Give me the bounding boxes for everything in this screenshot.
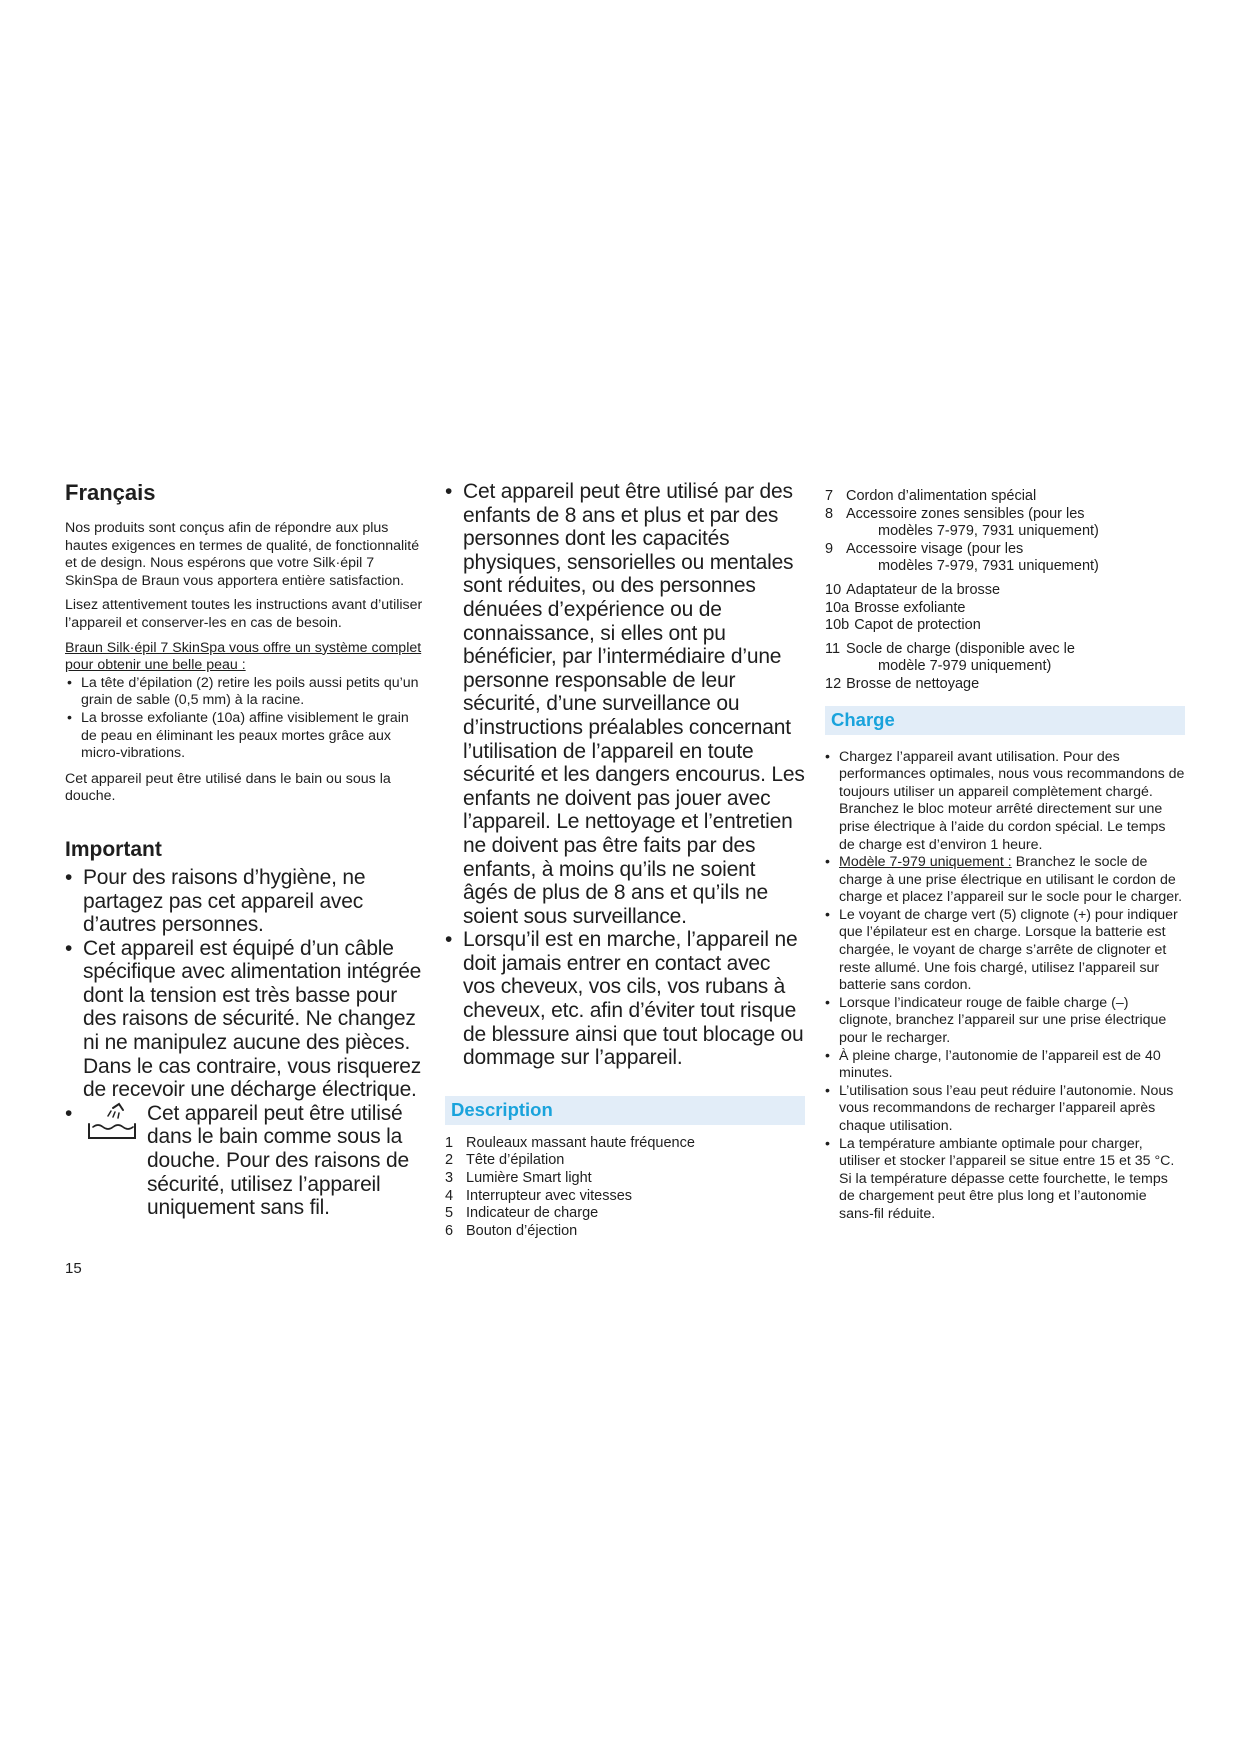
system-list [65, 675, 425, 763]
list-item: • Cet appareil peut être utilisé par des enfants de 8 ans et plus et par des personnes dont les capacités physiques, sensorielles ou mentales sont réduites, ou des personnes dénuées d’expérience ou de connaissance, si elles ont pu bénéficier, par l’intermédiaire d’une personne responsable de leur sécurité, d’une surveillance ou d’instructions préalables concernant l’utilisation de l’appareil en toute sécurité et les dangers encourus. Les enfants ne doivent pas jouer avec l’appareil. Le nettoyage et l’entretien ne doivent pas être faits par des enfants, à moins qu’ils ne soient âgés de plus de 8 ans et qu’ils ne soient sous surveillance. [445, 480, 805, 928]
list-item: • La brosse exfoliante (10a) affine visiblement le grain de peau en éliminant les peaux mortes grâce aux micro-vibrations. [65, 710, 425, 763]
list-item: • Le voyant de charge vert (5) clignote (+) pour indiquer que l’épilateur est en charge. Lorsque la batterie est chargée, le voyant de charge s’arrête de clignoter et reste allumé. Une fois chargé, utilisez l’appareil sur batterie sans cordon. [825, 907, 1185, 995]
column-2 [445, 480, 805, 1240]
list-item: 4 Interrupteur avec vitesses [445, 1187, 633, 1204]
intro-paragraph-2: Lisez attentivement toutes les instructions avant d’utiliser l’appareil et conserver-les en cas de besoin. [65, 597, 423, 631]
charge-list [825, 749, 1185, 1224]
list-item: 6 Bouton d’éjection [445, 1222, 578, 1239]
section-title-charge: Charge [825, 706, 1185, 735]
list-item: 7 Cordon d’alimentation spécial [825, 488, 1037, 504]
list-item: • Chargez l’appareil avant utilisation. Pour des performances optimales, nous vous recommandons de toujours utiliser un appareil complètement chargé. Branchez le bloc moteur arrêté directement sur une prise électrique à l’aide du cordon spécial. Le temps de charge est d’environ 1 heure. [825, 749, 1185, 855]
column-1 [65, 480, 425, 1220]
list-item: 11 Socle de charge (disponible avec le modèle 7-979 uniquement) [825, 640, 1075, 675]
list-item: 10b Capot de protection [825, 617, 981, 634]
bath-item-text: • Cet appareil peut être utilisé dans le bain comme sous la douche. Pour des raisons de sécurité, utilisez l’appareil uniquement sans fil. [147, 1101, 409, 1220]
section-title-description: Description [445, 1096, 805, 1125]
section-title-francais: Français [65, 480, 156, 505]
list-item: 2 Tête d’épilation [445, 1152, 565, 1169]
description-list [445, 1135, 805, 1241]
important-list [65, 866, 425, 1220]
intro-paragraph-3: Cet appareil peut être utilisé dans le bain ou sous la douche. [65, 770, 391, 805]
list-item-bath [65, 1102, 425, 1220]
list-item: 1 Rouleaux massant haute fréquence [445, 1134, 695, 1151]
system-heading: Braun Silk·épil 7 SkinSpa vous offre un système complet pour obtenir une belle peau : [65, 639, 422, 674]
list-item: 5 Indicateur de charge [445, 1205, 599, 1222]
list-item: 3 Lumière Smart light [445, 1170, 592, 1187]
list-item: • Modèle 7-979 uniquement : Branchez le socle de charge à une prise électrique en utilisant le cordon de charge et placez l’appareil sur le socle pour le charger. [825, 854, 1185, 907]
list-item: 12 Brosse de nettoyage [825, 675, 980, 692]
intro-paragraph-1: Nos produits sont conçus afin de répondre aux plus hautes exigences en termes de qualité, de fonctionnalité et de design. Nous espérons que votre Silk·épil 7 SkinSpa de Braun vous apportera entière satisfaction. [65, 520, 420, 589]
list-item: • La température ambiante optimale pour charger, utiliser et stocker l’appareil se situe entre 15 et 35 °C. Si la température dépasse cette fourchette, le temps de chargement peut être plus long et l’autonomie sans-fil réduite. [825, 1136, 1185, 1224]
list-item: • Lorsque l’indicateur rouge de faible charge (–) clignote, branchez l’appareil sur une prise électrique pour le recharger. [825, 995, 1185, 1048]
page-number: 15 [65, 1260, 82, 1277]
list-item: • À pleine charge, l’autonomie de l’appareil est de 40 minutes. [825, 1048, 1185, 1083]
list-item: • L’utilisation sous l’eau peut réduire l’autonomie. Nous vous recommandons de recharger l’appareil après chaque utilisation. [825, 1083, 1185, 1136]
list-item: 10a Brosse exfoliante [825, 599, 966, 616]
list-item: • La tête d’épilation (2) retire les poils aussi petits qu’un grain de sable (0,5 mm) à la racine. [65, 675, 425, 710]
list-item: • Pour des raisons d’hygiène, ne partagez pas cet appareil avec d’autres personnes. [65, 866, 425, 937]
description-list-continued [825, 488, 1185, 694]
bath-shower-icon [83, 1102, 141, 1142]
list-item: • Cet appareil est équipé d’un câble spécifique avec alimentation intégrée dont la tension est très basse pour des raisons de sécurité. Ne changez ni ne manipulez aucune des pièces. Dans le cas contraire, vous risquerez de recevoir une décharge électrique. [65, 937, 425, 1102]
list-item: 8 Accessoire zones sensibles (pour les modèles 7-979, 7931 uniquement) [825, 505, 1099, 540]
important-list-continued [445, 480, 805, 1070]
model-label: Modèle 7-979 uniquement : [839, 854, 1012, 871]
column-3 [825, 488, 1185, 1224]
list-item: • Lorsqu’il est en marche, l’appareil ne doit jamais entrer en contact avec vos cheveux, vos cils, vos rubans à cheveux, etc. afin d’éviter tout risque de blessure ainsi que tout blocage ou dommage sur l’appareil. [445, 928, 805, 1070]
list-item: 10 Adaptateur de la brosse [825, 581, 1001, 598]
section-title-important: Important [65, 837, 162, 861]
list-item: 9 Accessoire visage (pour les modèles 7-979, 7931 uniquement) [825, 540, 1099, 575]
